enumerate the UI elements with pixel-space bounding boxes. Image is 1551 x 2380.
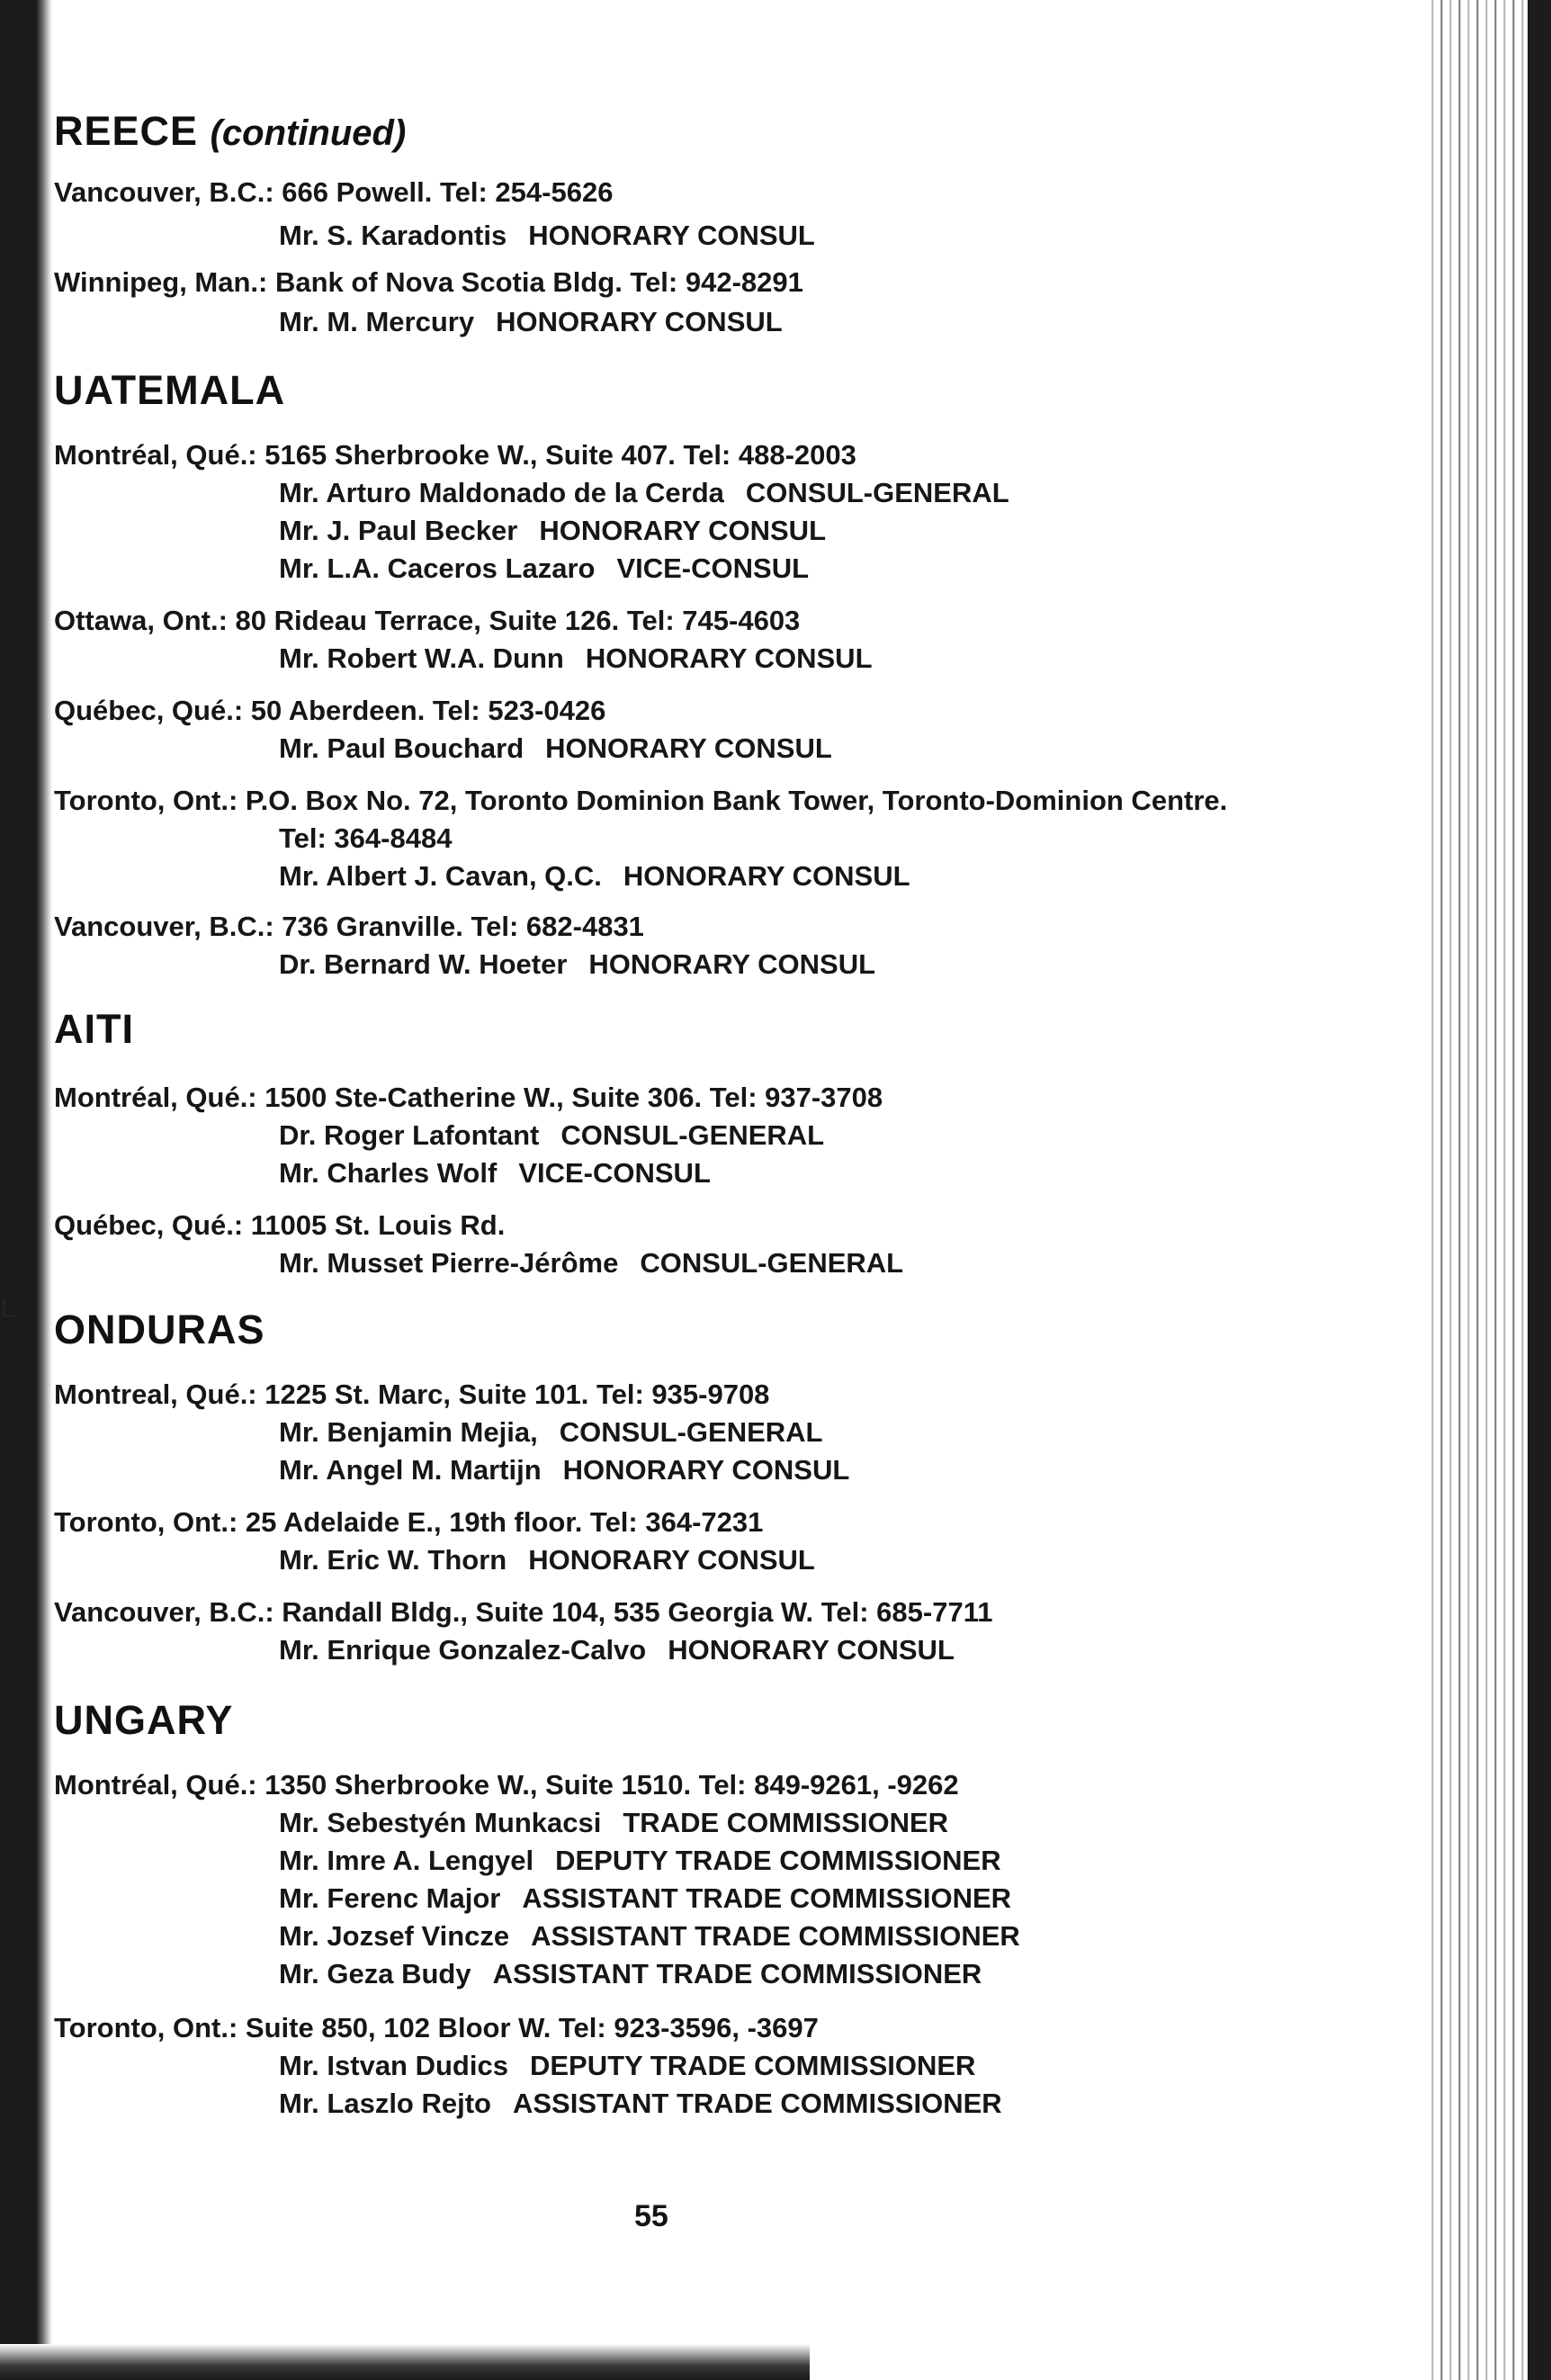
officer-title: HONORARY CONSUL (668, 1634, 955, 1666)
country-heading: UNGARY (54, 1697, 234, 1743)
officer-title: DEPUTY TRADE COMMISSIONER (529, 2050, 976, 2081)
officer-name: Mr. Arturo Maldonado de la Cerda (279, 477, 724, 508)
office-address: Winnipeg, Man.: Bank of Nova Scotia Bldg. Tel: 942-8291 (54, 266, 803, 298)
officer-title: HONORARY CONSUL (588, 948, 876, 980)
office-address: Montréal, Qué.: 1500 Ste-Catherine W., Suite 306. Tel: 937-3708 (54, 1082, 883, 1113)
officer-title: CONSUL-GENERAL (745, 477, 1009, 508)
office-address: Montréal, Qué.: 1350 Sherbrooke W., Suite 1510. Tel: 849-9261, -9262 (54, 1769, 959, 1801)
officer-title: HONORARY CONSUL (496, 306, 783, 337)
office-address: Toronto, Ont.: P.O. Box No. 72, Toronto Dominion Bank Tower, Toronto-Dominion Centre. (54, 785, 1228, 816)
officer-name: Mr. Sebestyén Munkacsi (279, 1807, 602, 1838)
officer-title: HONORARY CONSUL (623, 860, 910, 892)
office-address: Montréal, Qué.: 5165 Sherbrooke W., Suite 407. Tel: 488-2003 (54, 439, 856, 471)
officer-entry (279, 860, 910, 893)
continued-label: (continued) (210, 113, 407, 153)
officer-entry (279, 948, 875, 981)
officer-title: DEPUTY TRADE COMMISSIONER (555, 1845, 1001, 1876)
officer-name: Mr. Jozsef Vincze (279, 1920, 510, 1952)
office-address: Toronto, Ont.: Suite 850, 102 Bloor W. Tel: 923-3596, -3697 (54, 2012, 819, 2043)
officer-entry (279, 306, 783, 338)
page-number: 55 (634, 2199, 668, 2233)
scan-page-stack-right (1425, 0, 1551, 2380)
officer-entry (279, 515, 826, 547)
officer-title: HONORARY CONSUL (539, 515, 827, 546)
officer-name: Mr. Angel M. Martijn (279, 1454, 542, 1486)
officer-name: Mr. Charles Wolf (279, 1157, 498, 1189)
office-address: Vancouver, B.C.: 736 Granville. Tel: 682-4831 (54, 911, 644, 942)
officer-name: Mr. Paul Bouchard (279, 732, 524, 764)
country-heading: REECE (continued) (54, 108, 407, 154)
officer-name: Mr. Imre A. Lengyel (279, 1845, 534, 1876)
officer-entry (279, 642, 873, 675)
officer-title: ASSISTANT TRADE COMMISSIONER (492, 1958, 982, 1989)
margin-mark: L (0, 1294, 17, 1324)
officer-entry (279, 1454, 849, 1486)
officer-name: Dr. Bernard W. Hoeter (279, 948, 568, 980)
officer-entry (279, 1958, 982, 1990)
officer-entry (279, 1882, 1011, 1915)
officer-entry (279, 1119, 824, 1152)
office-address-continued: Tel: 364-8484 (279, 822, 453, 854)
officer-title: HONORARY CONSUL (545, 732, 832, 764)
officer-title: CONSUL-GENERAL (640, 1247, 904, 1279)
officer-name: Mr. Eric W. Thorn (279, 1544, 507, 1576)
officer-name: Mr. Enrique Gonzalez-Calvo (279, 1634, 647, 1666)
officer-name: Mr. Albert J. Cavan, Q.C. (279, 860, 602, 892)
officer-title: HONORARY CONSUL (528, 1544, 815, 1576)
officer-name: Mr. S. Karadontis (279, 220, 507, 251)
officer-name: Mr. Laszlo Rejto (279, 2088, 491, 2119)
officer-entry (279, 1634, 955, 1666)
officer-entry (279, 1247, 903, 1280)
officer-title: ASSISTANT TRADE COMMISSIONER (512, 2088, 1002, 2119)
officer-title: VICE-CONSUL (518, 1157, 711, 1189)
officer-entry (279, 1157, 711, 1190)
officer-title: ASSISTANT TRADE COMMISSIONER (531, 1920, 1020, 1952)
officer-entry (279, 1544, 815, 1576)
officer-name: Mr. Benjamin Mejia, (279, 1416, 538, 1448)
officer-entry (279, 2050, 975, 2082)
officer-title: HONORARY CONSUL (528, 220, 815, 251)
country-heading: AITI (54, 1006, 134, 1052)
officer-name: Mr. Geza Budy (279, 1958, 471, 1989)
officer-name: Dr. Roger Lafontant (279, 1119, 540, 1151)
office-address: Montreal, Qué.: 1225 St. Marc, Suite 101. Tel: 935-9708 (54, 1379, 770, 1410)
officer-entry (279, 1807, 948, 1839)
officer-entry (279, 1416, 822, 1449)
officer-entry (279, 1845, 1001, 1877)
officer-name: Mr. Istvan Dudics (279, 2050, 508, 2081)
officer-name: Mr. Robert W.A. Dunn (279, 642, 564, 674)
office-address: Vancouver, B.C.: 666 Powell. Tel: 254-5626 (54, 176, 614, 208)
office-address: Toronto, Ont.: 25 Adelaide E., 19th floor. Tel: 364-7231 (54, 1506, 764, 1538)
office-address: Québec, Qué.: 50 Aberdeen. Tel: 523-0426 (54, 695, 606, 726)
officer-entry (279, 1920, 1020, 1953)
officer-entry (279, 2088, 1002, 2120)
office-address: Vancouver, B.C.: Randall Bldg., Suite 104, 535 Georgia W. Tel: 685-7711 (54, 1596, 993, 1628)
officer-entry (279, 552, 809, 585)
officer-title: ASSISTANT TRADE COMMISSIONER (522, 1882, 1012, 1914)
officer-entry (279, 220, 815, 252)
officer-name: Mr. M. Mercury (279, 306, 475, 337)
officer-title: CONSUL-GENERAL (560, 1119, 825, 1151)
officer-title: TRADE COMMISSIONER (623, 1807, 949, 1838)
officer-name: Mr. Ferenc Major (279, 1882, 501, 1914)
officer-title: HONORARY CONSUL (562, 1454, 850, 1486)
country-heading: UATEMALA (54, 367, 286, 413)
officer-title: CONSUL-GENERAL (559, 1416, 823, 1448)
country-heading: ONDURAS (54, 1307, 265, 1352)
officer-name: Mr. Musset Pierre-Jérôme (279, 1247, 619, 1279)
office-address: Ottawa, Ont.: 80 Rideau Terrace, Suite 126. Tel: 745-4603 (54, 605, 801, 636)
officer-name: Mr. J. Paul Becker (279, 515, 518, 546)
scan-binding-edge-left (0, 0, 52, 2380)
officer-entry (279, 477, 1009, 509)
officer-title: HONORARY CONSUL (585, 642, 873, 674)
officer-title: VICE-CONSUL (616, 552, 810, 584)
office-address: Québec, Qué.: 11005 St. Louis Rd. (54, 1209, 506, 1241)
directory-page (54, 0, 1421, 2380)
officer-name: Mr. L.A. Caceros Lazaro (279, 552, 596, 584)
officer-entry (279, 732, 832, 765)
